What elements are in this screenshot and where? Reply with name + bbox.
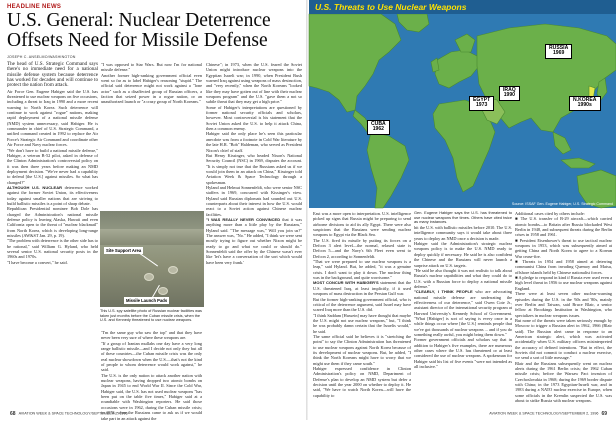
headline-line-1: U.S. General: Nuclear Deterrence xyxy=(7,10,271,31)
headline-line-2: Offsets Need for Missile Defense xyxy=(7,30,268,51)
left-column-2-bottom xyxy=(101,330,202,421)
article-headline xyxy=(7,11,307,51)
folio-text: AVIATION WEEK & SPACE TECHNOLOGY/SEPTEMBER 2, 1996 xyxy=(18,411,128,416)
launch-pad xyxy=(158,287,168,295)
bullet-item: ■ Threats in 1954 and 1958 aimed at deterring communist China from invading Quemoy and Matsu, offshore islands held by Chinese nationalist forces. xyxy=(515,259,612,275)
body-paragraph: Another former high-ranking government official even went so far as to label Habiger's reasoning "stupid." The official said deterrence might not work against a "lone actor" such as a disaffected group of Russian officers, a faction that seized power in a rogue nation, or an unauthorized launch or "a crazy group of North Koreans." xyxy=(101,72,202,105)
body-paragraph: "The problem with deterrence is the other side has to be rational," said William G. Hyland, who held several senior U.S. national security posts in the 1960s and 1970s. xyxy=(7,238,98,260)
subhead xyxy=(7,185,98,206)
body-paragraph: Habiger said the Administration's strategic nuclear weapons policy is to make the U.S. NMD ready to deploy quickly if necessary. He said he is also confident the Chinese and the Russians will never launch a surprise attack on U.S. targets. xyxy=(414,241,512,268)
page-gutter xyxy=(306,0,308,420)
map-label-cuba xyxy=(367,120,390,135)
label-year: 1973 xyxy=(475,102,488,109)
body-paragraph: The U.S. fired its missile by putting its forces on a Defcon 3 alert level—the normal, relaxed state is Defcon 5—and the Navy's 6th Fleet even went to Defcon 2, according to Sonnenfeldt. xyxy=(313,237,411,259)
southeast-asia xyxy=(553,132,571,154)
body-paragraph: But the former high-ranking government official, who is critical of the deterrence argument, said Israel may have scared Iraq more than the U.S. did. xyxy=(313,296,411,313)
folio-text: AVIATION WEEK & SPACE TECHNOLOGY/SEPTEMBER 2, 1996 xyxy=(489,411,599,416)
body-paragraph: There were at least seven other nuclear-warning episodes during the U.S. in the '60s and '80s, mainly over Berlin and Taiwan, said Bruce Blair, a senior fellow at Brookings Institution in Washington, who specializes in nuclear weapons issues. xyxy=(515,291,612,318)
subhead xyxy=(206,217,302,265)
body-paragraph: "I'm the same guy who saw the top" and that they have never been very sure of where these weapons are. xyxy=(101,330,202,341)
body-paragraph: The same official said he believes it is "stretching the point" to say the Clinton Administration has threatened to use nuclear weapons against North Korea because of its development of nuclear weapons. But, he added, "I think the North Koreans might have to worry that we might use them if they came south." xyxy=(313,333,411,366)
photo-arrow xyxy=(139,253,158,266)
left-column-3 xyxy=(206,62,302,406)
body-text: who are advocating national missile defense are underrating the effectiveness of our deterrence," said Owen Cote Jr., assistant director of the international security program at Harvard University's Kennedy School of Government. "What [Habiger] is sort of saying is every once in a while things occur where [the U.S.] reminds people that we've got thousands of nuclear weapons ... and if you do something really awful, you might bring them down." xyxy=(414,289,512,337)
satellite-photo xyxy=(100,211,204,307)
label-country: RUSSIA xyxy=(549,45,569,51)
right-column-2 xyxy=(414,211,512,406)
label-year: 1990 xyxy=(503,92,516,99)
left-page xyxy=(0,0,306,420)
label-country: N.KOREA xyxy=(573,97,597,103)
label-country: CUBA xyxy=(371,121,386,127)
subhead-text: "I WAS REALLY NEVER CONVINCED xyxy=(206,216,281,222)
photo-label-launch: Missile Launch Pads xyxy=(126,298,168,303)
terrain-ridge xyxy=(100,229,204,245)
scandinavia xyxy=(455,34,475,52)
body-paragraph: hit the U.S. with ballistic missiles before 2010. The U.S. intelligence community says it would take about three years to deploy an NMD once a decision is made. xyxy=(414,225,512,241)
label-year: 1969 xyxy=(552,50,565,57)
map-label-russia xyxy=(545,44,572,59)
europe xyxy=(435,50,479,88)
body-text: statement that the U.S. threatened Iraq, at least implicitly, if it used weapons of mass destruction in the Persian Gulf war. xyxy=(313,280,411,297)
map-caption: Gen. Eugene Habiger says the U.S. has threatened to use nuclear weapons five times. Others have cited twice as many instances. xyxy=(414,210,512,225)
right-column-3 xyxy=(515,211,612,406)
subhead xyxy=(313,280,411,296)
body-paragraph: The U.S. is the only nation to attack another nation with nuclear weapons, having dropped two atomic bombs on Japan in 1945 to end World War II. Since the Cold War, Habiger said, the U.S. has not used nuclear weapons "has been put on the table five times," Habiger said at a roundtable with Washington reporters. He said those occasions were in 1962, during the Cuban missile crisis; in 1973, when the Russians came to ask us if we would take part in an attack against the xyxy=(101,372,202,421)
subhead-text: "CLEARLY, I THINK PEOPLE xyxy=(414,289,473,295)
body-paragraph: Additional cases cited by others include: xyxy=(515,211,585,216)
launch-pad xyxy=(168,266,178,274)
body-paragraph: "I have become a convert," he said. xyxy=(7,259,68,265)
label-country: IRAQ xyxy=(503,87,516,93)
body-paragraph: "He said he also thought it was not realistic to talk about Russia's nuclear capabilities and what they could do to U.S. with a Russian force to deploy a national missile defense." xyxy=(414,267,512,289)
folio-left xyxy=(7,411,128,417)
map-label-iraq xyxy=(499,86,520,101)
body-paragraph: Chinese"; in 1973, when the U.S. feared the Soviet Union might introduce nuclear weapons into the Egyptian Israeli war; in 1990, when President Bush warned Iraq against using weapons of mass destruction, and "very recently," when the North Koreans "looked like they may have gotten out of line with their nuclear weapons program" and the U.S. "gave them a not so subtle threat that they may get a high price." xyxy=(206,62,302,105)
label-country: EGYPT xyxy=(473,97,491,103)
subhead xyxy=(414,289,512,337)
body-paragraph: Republican Presidential nominee Bob Dole has charged the Administration's national missile defense policy is leaving Alaska, Hawaii and even California open to the threat of "nuclear blackmail" from North Korea, which is developing long-range missiles (AW&ST Jan. 29, p. 19). xyxy=(7,206,98,238)
right-page xyxy=(309,0,616,420)
body-paragraph: Some of Habiger's interpretations are questioned by former national security officials and scholars, however. Most controversial is his statement that the Soviet Union asked the U.S. to help it attack China, then a common enemy. xyxy=(206,104,302,132)
body-paragraph: Blair and the Russians subsequently went on nuclear alerts during the 1961 Berlin crisis; the 1962 Cuban missile crisis; before the Warsaw Pact invasion of Czechoslovakia in 1968; during the 1969 border dispute with China; in the 1973 Egyptian-Israeli war, and in 1983 during a NATO nuclear exercise in Europe, when some officials in the Kremlin suspected the U.S. was about to strike Russia with nuclear weapons. xyxy=(515,360,612,404)
body-text: deterrence worked against the former Soviet Union, its effectiveness today against smaller nations that are striving to build ballistic missiles is a point of sharp debate. xyxy=(7,184,98,206)
body-paragraph: Habiger said the only place he's seen this particular anecdote was from a footnote in Cold War literature by the late H.R. "Bob" Haldeman, who served as President Nixon's chief of staff. xyxy=(206,131,302,153)
greenland xyxy=(397,14,429,32)
page-number: 69 xyxy=(601,411,607,417)
south-america xyxy=(367,132,409,208)
byline: JOSEPH C. ANSELMO/WASHINGTON xyxy=(7,55,76,59)
subhead-text: ALTHOUGH U.S. NUCLEAR xyxy=(7,184,62,190)
body-paragraph: But Henry Kissinger, who headed Nixon's National Security Council (NSC) in 1969, disputes the account. "It is simply not true that the Russians asked us if we would join them in an attack on China," Kissinger told Aviation Week & Space Technology through a spokesman. xyxy=(206,152,302,185)
launch-pad xyxy=(144,273,154,281)
body-paragraph: Air Force Gen. Eugene Habiger said the U.S. has threatened to use nuclear weapons on five occasions, including a threat to Iraq in 1990 and a more recent warning to North Korea. Such deterrence will continue to work against "rogue" nations, making rapid deployment of a national missile defense (NMD) system unnecessary, said Habiger. He is commander in chief of U.S. Strategic Command, a unified command created in 1992 to replace the Air Force's Strategic Air Command and coordinate other Air Force and Navy nuclear forces. xyxy=(7,88,98,148)
indonesia xyxy=(561,158,595,168)
body-paragraph: "If a group of Iranian mullahs one day have a very long range ballistic missile—and I decide not only they but all of these countries—the Cuban missile crisis was the only real nuclear showdown when the U.S.—that's not the kind of people to whom deterrence would work against," he said. xyxy=(101,340,202,373)
label-year: 1990s xyxy=(577,102,592,109)
bullet-item: ■ President Eisenhower's threat to use tactical nuclear weapons in 1953, which was subsequently aimed at getting China and North Korea to agree to a Korean War cease-fire. xyxy=(515,237,612,259)
section-kicker: HEADLINE NEWS xyxy=(7,4,62,10)
bullet-item: ■ A pledge to respond in kind if Russia ever used even a high level threat in 1956 to use nuclear weapons against England. xyxy=(515,275,612,291)
map-label-north-korea xyxy=(569,96,601,111)
map-source: Source: ISSAF Gen. Eugene Habiger, U.S. Strategic Command xyxy=(511,202,613,206)
body-paragraph: "I think Saddam [Hussein] may have thought that maybe the U.S. might not use nuclear weapons," but, "I think he was probably damn certain that the Israelis would," he said. xyxy=(313,312,411,334)
body-text: that it was anything more than a little play by the Russians," Hyland said. "The message was," Will you join us?" The answer was, "No." He added, "I think we were sent mostly trying to figure out whether Nixon might be ready to go and what we could or should do." Sonnenfeldt said the offer by the Chinese wasn't ever like 'let's have a conversation of the sort which would have been very frank.' xyxy=(206,216,302,265)
left-column-1 xyxy=(7,62,98,406)
body-paragraph: Hyland and Helmut Sonnenfeldt, who were senior NSC staffers in 1969, concurred with Kissinger's view. Hyland said Russian diplomats had sounded out U.S. counterparts about their interest in how the U.S. would react to a Soviet action against Chinese nuclear facilities. xyxy=(206,184,302,217)
bullet-item: ■ The U.S. transfer of B-29 aircraft—which carried atomic bombs—to Britain after Russia blockaded West Berlin in 1948, and subsequent threats during the Berlin crises in 1958 and 1961. xyxy=(515,216,612,238)
photo-label-site: Site Support Area xyxy=(106,248,142,253)
north-america xyxy=(309,14,401,112)
page-number: 68 xyxy=(10,411,16,417)
map-label-egypt xyxy=(469,96,494,111)
body-paragraph: "I was opposed to Star Wars. But now I'm for national missile defense." xyxy=(101,62,202,73)
label-year: 1962 xyxy=(372,126,385,133)
body-paragraph: "That we were prepared to use nuclear weapons is a leap," said Hyland. But, he added, "it was a genuine crisis. I don't want to play it down. The nuclear thing was in the background, and quite worrisome." xyxy=(313,259,411,281)
left-column-2-top xyxy=(101,62,202,209)
body-paragraph: But none of the threats were taken seriously enough by Moscow to trigger a Russian alert in 1962, 1966 (Blair said). The Russian alert came in response to an American strategic alert, which was activated accidentally when U.S. military officers misinterpreted the accuracy of defined intentions. "But in effect, the Soviets did not commit to conduct a nuclear exercise, we send a sort of little message." xyxy=(515,317,612,361)
right-column-1 xyxy=(313,211,411,406)
body-paragraph: Habiger expressed confidence in Clinton Administration's policy on NMD, Department of Defense's plan to develop an NMD system but defer a decision until the year 2000 on whether to deploy it. He said, "We have to watch North Korea—will have the capability to xyxy=(313,365,411,398)
world-map-graphic xyxy=(309,0,616,208)
subhead-text: MOST CONCUR WITH HABIGER'S xyxy=(313,280,379,286)
photo-caption: This U.S. spy satellite photo of Russian nuclear facilities was taken just months before the Cuban missile crisis, when the U.S. and Kennedy threatened to use nuclear weapons. xyxy=(100,309,202,323)
folio-right xyxy=(489,411,610,417)
body-paragraph: East was a more open to interpretation. U.S. intelligence picked up signs that Russia might be preparing to send airborne divisions to aid its ally Egypt. There were also suspicions that the Russians were sending nuclear weapons to Egypt via the Black Sea. xyxy=(313,211,411,238)
body-paragraph: "We don't have to build a national missile defense," Habiger, a veteran B-52 pilot, asked in defense of the Clinton Administration's controversial policy on it was then three years before making an NMD deployment decision. "We've never had a capability to defend [the U.S.] against missiles. So what has changed?" xyxy=(7,147,98,185)
lead-paragraph: The head of U.S. Strategic Command says there's no immediate need for a national missile defense system because deterrence has worked for decades and will continue to protect the nation from attack. xyxy=(7,61,98,89)
map-title: U.S. Threats to Use Nuclear Weapons xyxy=(315,2,467,12)
body-paragraph: Former government officials and scholars say that in addition to Habiger's five examples, there are numerous other cases where the U.S. has threatened or at least considered the use of nuclear weapons. A spokesman for Habiger said his list of five events "were not intended as all inclusive." xyxy=(414,337,512,370)
